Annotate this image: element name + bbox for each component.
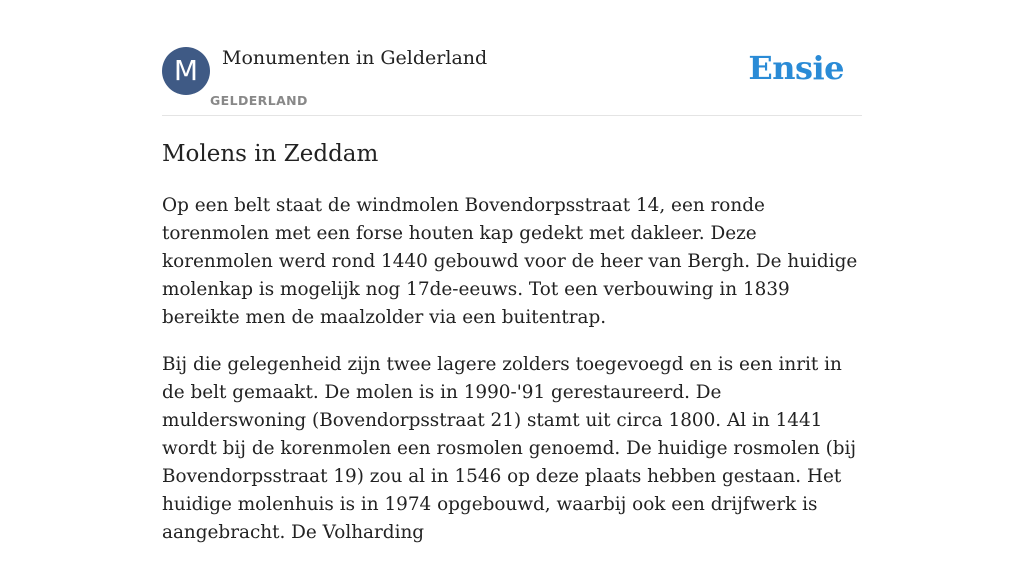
brand-logo[interactable]: Ensie bbox=[748, 49, 844, 87]
article-title: Molens in Zeddam bbox=[162, 141, 379, 167]
article-paragraph: Op een belt staat de windmolen Bovendorpsstraat 14, een ronde torenmolen met een forse houten kap gedekt met dakleer. Deze korenmolen werd rond 1440 gebouwd voor de heer van Bergh. De huidige molenkap is mogelijk nog 17de-eeuws. Tot een verbouwing in 1839 bereikte men de maalzolder via een buitentrap. bbox=[162, 195, 858, 328]
avatar[interactable]: M bbox=[162, 47, 210, 95]
article-paragraph: Bij die gelegenheid zijn twee lagere zolders toegevoegd en is een inrit in de belt gemaakt. De molen is in 1990-'91 gerestaureerd. De mulderswoning (Bovendorpsstraat 21) stamt uit circa 1800. Al in 1441 wordt bij de korenmolen een rosmolen genoemd. De huidige rosmolen (bij Bovendorpsstraat 19) zou al in 1546 op deze plaats hebben gestaan. Het huidige molenhuis is in 1974 opgebouwd, waarbij ook een drijfwerk is aangebracht. De Volharding bbox=[162, 354, 857, 543]
category-label[interactable]: GELDERLAND bbox=[210, 93, 308, 108]
header bbox=[162, 44, 862, 116]
article bbox=[162, 138, 862, 566]
book-title[interactable]: Monumenten in Gelderland bbox=[222, 47, 488, 69]
